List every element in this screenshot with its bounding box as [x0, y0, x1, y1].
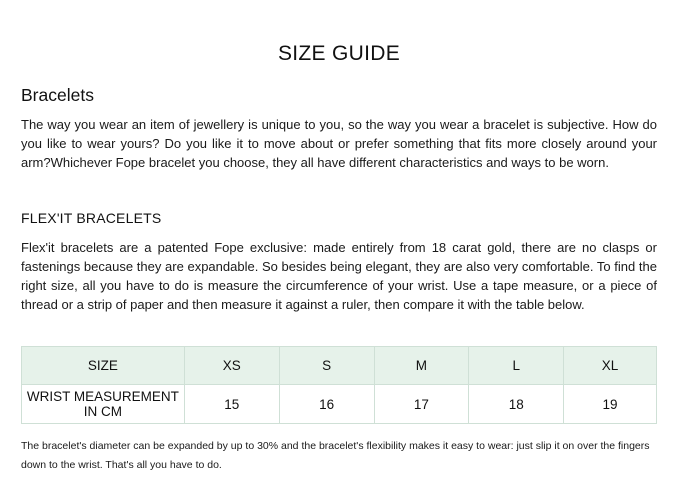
size-table-header-row	[22, 347, 657, 385]
page-title: SIZE GUIDE	[277, 42, 401, 65]
measurement-l: 18	[469, 385, 564, 424]
measurement-m: 17	[374, 385, 469, 424]
wrist-measurement-label: WRIST MEASUREMENT IN CM	[22, 385, 185, 424]
size-xl: XL	[564, 347, 657, 385]
measurement-xl: 19	[564, 385, 657, 424]
size-table	[21, 346, 657, 424]
size-l: L	[469, 347, 564, 385]
size-s: S	[279, 347, 374, 385]
size-xs: XS	[184, 347, 279, 385]
measurement-s: 16	[279, 385, 374, 424]
flexit-body: Flex'it bracelets are a patented Fope exclusive: made entirely from 18 carat gold, there are no clasps or fastenings because they are expandable. So besides being elegant, they are also very comfortable. To find the right size, all you have to do is measure the circumference of your wrist. Use a tape measure, or a piece of thread or a strip of paper and then measure it against a ruler, then compare it with the table below.	[21, 240, 657, 312]
bracelets-intro: The way you wear an item of jewellery is unique to you, so the way you wear a bracelet is subjective. How do you like to wear yours? Do you like it to move about or prefer something that fits more closely around your arm?Whichever Fope bracelet you choose, they all have different characteristics and ways to be worn.	[21, 117, 657, 170]
size-header-label: SIZE	[22, 347, 185, 385]
size-m: M	[374, 347, 469, 385]
flexit-heading: FLEX'IT BRACELETS	[21, 210, 162, 226]
bracelets-heading: Bracelets	[21, 85, 94, 105]
measurement-xs: 15	[184, 385, 279, 424]
size-table-measurement-row	[22, 385, 657, 424]
flexibility-note: The bracelet's diameter can be expanded by up to 30% and the bracelet's flexibility makes it easy to wear: just slip it on over the fingers down to the wrist. That's all you have to do.	[21, 440, 650, 471]
